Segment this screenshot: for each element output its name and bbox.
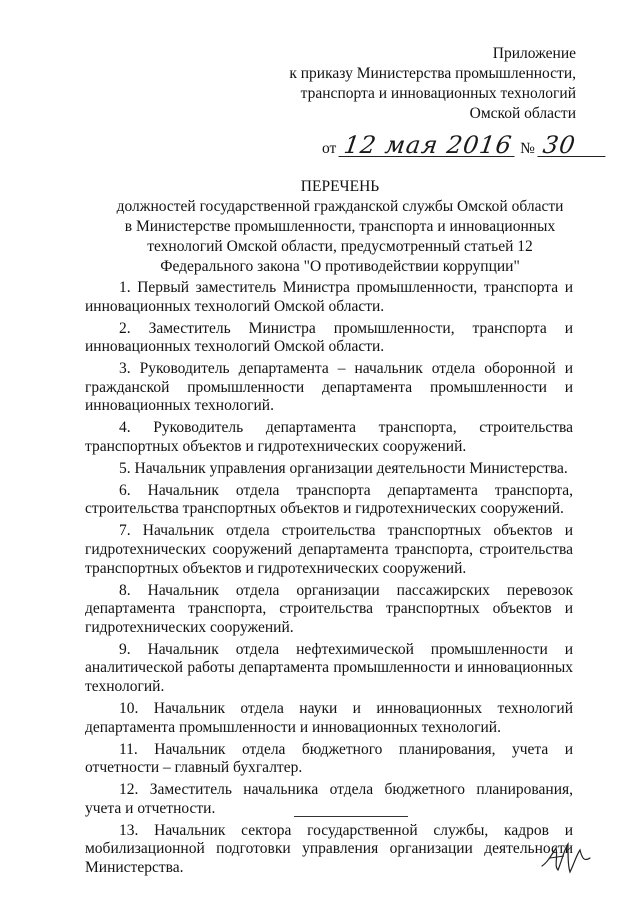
appendix-label: Приложение [492, 45, 576, 62]
document-title [90, 177, 590, 277]
list-item: 2. Заместитель Министра промышленности, транспорта и инновационных технологий Омской области. [85, 319, 573, 356]
appendix-ministry: транспорта и инновационных технологий [300, 85, 576, 102]
order-date-line [322, 131, 607, 159]
list-item: 10. Начальник отдела науки и инновационных технологий департамента промышленности и инновационных технологий. [85, 699, 573, 736]
order-prefix: от [322, 140, 337, 157]
list-item: 5. Начальник управления организации деятельности Министерства. [119, 459, 568, 477]
list-item: 7. Начальник отдела строительства транспортных объектов и гидротехнических сооружений департамента транспорта, строительства транспортных объектов и гидротехнических сооружений. [85, 522, 573, 577]
list-item: 13. Начальник сектора государственной службы, кадров и мобилизационной подготовки управления организации деятельности Министерства. [85, 821, 573, 876]
list-item: 1. Первый заместитель Министра промышленности, транспорта и инновационных технологий Омской области. [85, 279, 573, 315]
list-item: 8. Начальник отдела организации пассажирских перевозок департамента транспорта, строительства транспортных объектов и гидротехнических сооружений. [85, 581, 573, 636]
signature-mark [538, 836, 596, 876]
appendix-header [289, 44, 576, 124]
appendix-order-ref: к приказу Министерства промышленности, [289, 65, 576, 82]
title-heading: ПЕРЕЧЕНЬ [300, 178, 380, 195]
list-item: 3. Руководитель департамента – начальник отдела оборонной и гражданской промышленности департамента промышленности и инновационных технологий. [85, 360, 573, 415]
handwritten-date: 12 мая 2016 [339, 134, 518, 157]
closing-divider [294, 816, 408, 817]
positions-list [85, 279, 573, 881]
title-line-4: Федерального закона "О противодействии коррупции" [160, 258, 520, 275]
handwritten-number: 30 [537, 134, 608, 157]
title-line-3: технологий Омской области, предусмотренный статьей 12 [147, 238, 533, 255]
list-item: 9. Начальник отдела нефтехимической промышленности и аналитической работы департамента промышленности и инновационных технологий. [85, 640, 573, 695]
list-item: 11. Начальник отдела бюджетного планирования, учета и отчетности – главный бухгалтер. [85, 740, 573, 777]
list-item: 12. Заместитель начальника отдела бюджетного планирования, учета и отчетности. [85, 781, 573, 817]
list-item: 4. Руководитель департамента транспорта, строительства транспортных объектов и гидротехнических сооружений. [85, 419, 573, 455]
title-line-1: должностей государственной гражданской службы Омской области [116, 198, 564, 215]
appendix-region: Омской области [469, 105, 576, 122]
list-item: 6. Начальник отдела транспорта департамента транспорта, строительства транспортных объектов и гидротехнических сооружений. [85, 481, 573, 518]
title-line-2: в Министерстве промышленности, транспорта и инновационных [124, 218, 556, 235]
order-number-sign: № [520, 140, 535, 157]
